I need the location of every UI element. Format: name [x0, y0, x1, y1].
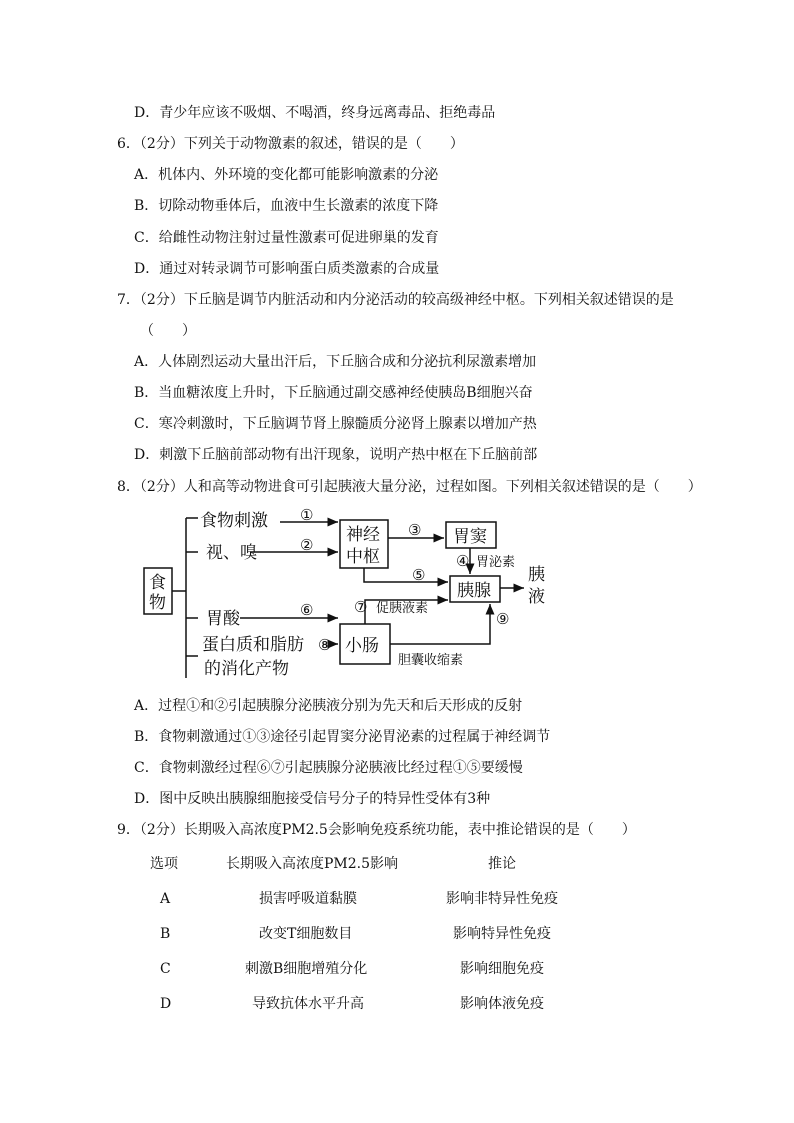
q7-option-d: D．刺激下丘脑前部动物有出汗现象，说明产热中枢在下丘脑前部: [134, 447, 538, 463]
q6-option-d: D．通过对转录调节可影响蛋白质类激素的合成量: [134, 261, 440, 277]
table-row-c-inference: 影响细胞免疫: [460, 961, 544, 977]
table-row-b-effect: 改变T细胞数目: [259, 926, 353, 942]
protein-fat-label-2: 的消化产物: [204, 659, 289, 679]
question-9-stem: 9．（2分）长期吸入高浓度PM2.5会影响免疫系统功能，表中推论错误的是（ ）: [117, 822, 636, 838]
q8-option-b: B．食物刺激通过①③途径引起胃窦分泌胃泌素的过程属于神经调节: [134, 729, 551, 745]
num-7: ⑦: [354, 598, 368, 616]
num-9: ⑨: [496, 610, 510, 628]
q6-option-c: C．给雌性动物注射过量性激素可促进卵巢的发育: [134, 230, 439, 246]
q8-option-d: D．图中反映出胰腺细胞接受信号分子的特异性受体有3种: [134, 791, 491, 807]
food-stim-label: 食物刺激: [200, 511, 268, 531]
num-3: ③: [408, 521, 422, 539]
table-row-d-inference: 影响体液免疫: [460, 996, 544, 1012]
pancreas-label: 胰腺: [457, 581, 491, 601]
protein-fat-label-1: 蛋白质和脂肪: [202, 635, 304, 655]
nerve-center-label-2: 中枢: [346, 547, 380, 567]
num-2: ②: [300, 536, 314, 554]
secretin-label: 促胰液素: [376, 601, 429, 616]
food-label-2: 物: [149, 593, 166, 613]
q8-option-c: C．食物刺激经过程⑥⑦引起胰腺分泌胰液比经过程①⑤要缓慢: [134, 760, 523, 776]
num-5: ⑤: [412, 566, 426, 584]
table-row-c-option: C: [160, 961, 171, 977]
q7-option-a: A．人体剧烈运动大量出汗后，下丘脑合成和分泌抗利尿激素增加: [134, 354, 537, 370]
table-row-a-inference: 影响非特异性免疫: [446, 891, 558, 907]
gastrin-label: 胃泌素: [476, 555, 516, 570]
num-6: ⑥: [300, 601, 314, 619]
nerve-center-label-1: 神经: [346, 525, 380, 545]
table-row-a-effect: 损害呼吸道黏膜: [259, 891, 357, 907]
table-row-d-effect: 导致抗体水平升高: [252, 996, 364, 1012]
q6-option-b: B．切除动物垂体后，血液中生长激素的浓度下降: [134, 198, 439, 214]
table-row-b-inference: 影响特异性免疫: [453, 926, 551, 942]
small-intestine-label: 小肠: [345, 636, 379, 656]
pancreatic-juice-label-2: 液: [528, 587, 545, 607]
q7-option-c: C．寒冷刺激时，下丘脑调节肾上腺髓质分泌肾上腺素以增加产热: [134, 416, 537, 432]
food-label-1: 食: [149, 573, 166, 593]
num-4: ④: [456, 552, 470, 570]
cck-label: 胆囊收缩素: [398, 653, 464, 668]
num-8: ⑧: [318, 636, 332, 654]
q6-option-a: A．机体内、外环境的变化都可能影响激素的分泌: [134, 167, 439, 183]
table-header-effect: 长期吸入高浓度PM2.5影响: [226, 856, 399, 872]
pancreatic-juice-label-1: 胰: [528, 565, 545, 585]
table-row-a-option: A: [160, 891, 171, 907]
stomach-sinus-label: 胃窦: [453, 527, 487, 547]
table-row-d-option: D: [160, 996, 172, 1012]
table-header-inference: 推论: [488, 856, 516, 872]
question-7-stem-paren: （ ）: [140, 323, 196, 339]
q8-option-a: A．过程①和②引起胰腺分泌胰液分别为先天和后天形成的反射: [134, 698, 523, 714]
q7-option-b: B．当血糖浓度上升时，下丘脑通过副交感神经使胰岛B细胞兴奋: [134, 385, 533, 401]
question-8-stem: 8．（2分）人和高等动物进食可引起胰液大量分泌，过程如图。下列相关叙述错误的是（ ）: [117, 479, 702, 495]
arrow-5: [364, 568, 448, 582]
pancreas-secretion-diagram: [140, 508, 560, 688]
q5-option-d: D．青少年应该不吸烟、不喝酒，终身远离毒品、拒绝毒品: [134, 105, 496, 121]
table-row-c-effect: 刺激B细胞增殖分化: [245, 961, 368, 977]
num-1: ①: [300, 508, 314, 524]
sight-smell-label: 视、嗅: [206, 543, 257, 563]
question-6-stem: 6．（2分）下列关于动物激素的叙述，错误的是（ ）: [117, 136, 464, 152]
gastric-acid-label: 胃酸: [206, 609, 240, 629]
table-header-option: 选项: [150, 856, 178, 872]
table-row-b-option: B: [160, 926, 171, 942]
question-7-stem: 7．（2分）下丘脑是调节内脏活动和内分泌活动的较高级神经中枢。下列相关叙述错误的是: [117, 292, 674, 308]
